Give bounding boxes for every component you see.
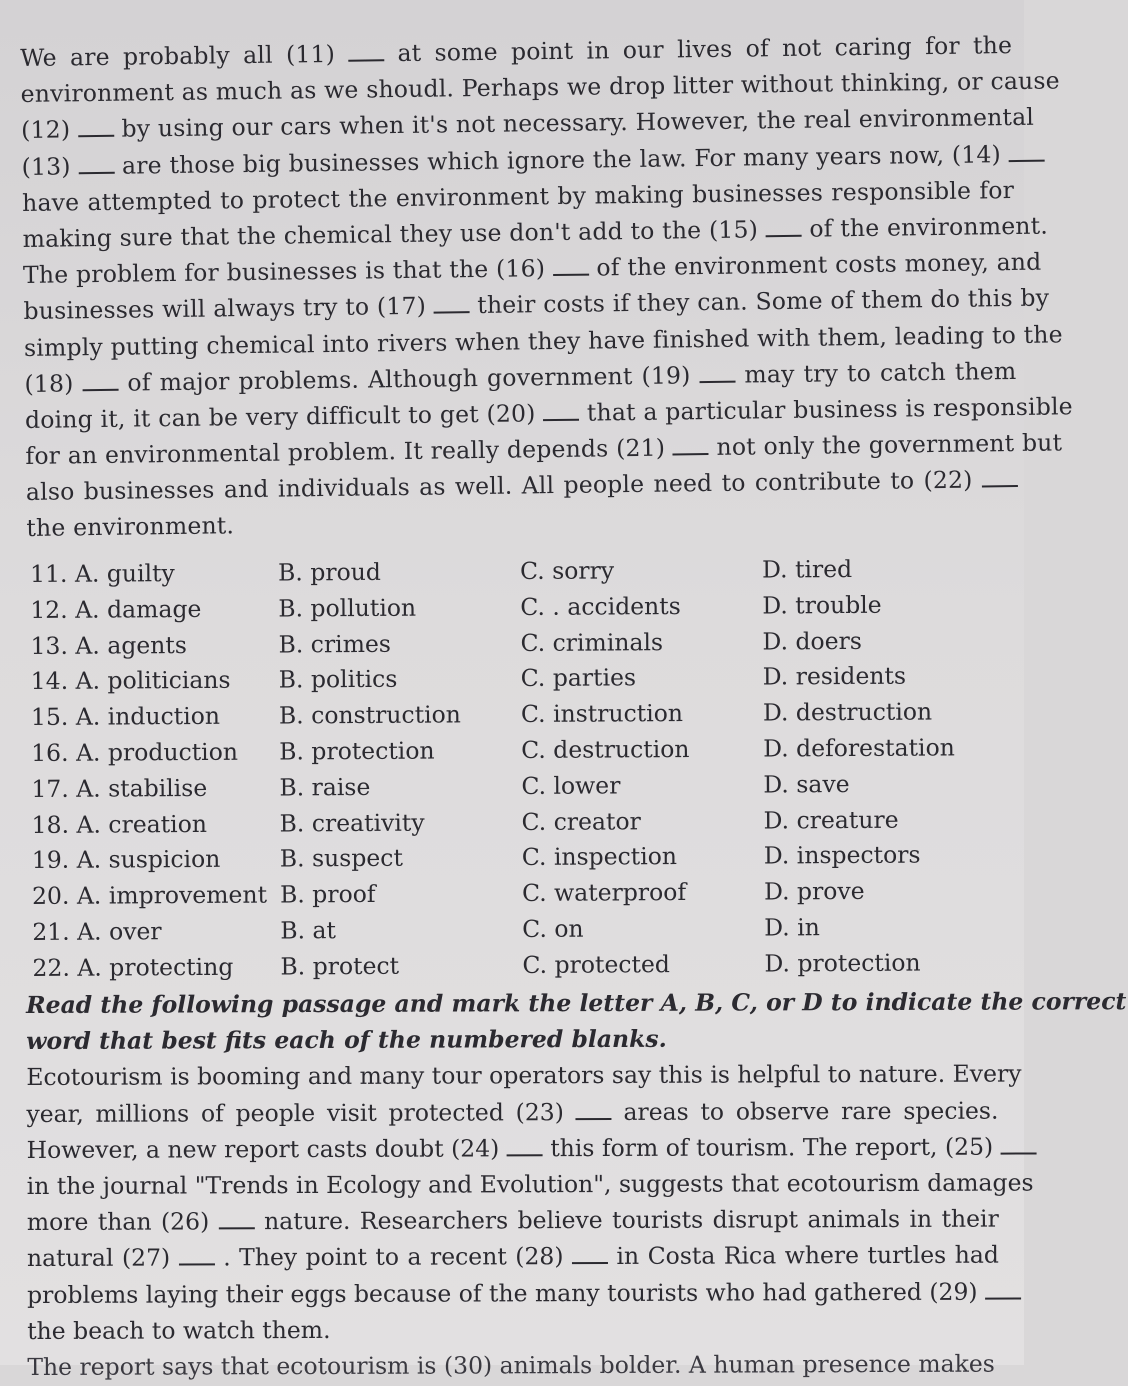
option-c: C. creator: [521, 806, 641, 836]
option-c: C. waterproof: [521, 878, 687, 908]
passage1-text: that a particular business is responsible: [586, 392, 1073, 427]
question-row: [30, 590, 990, 632]
passage1-text: simply putting chemical into rivers when they have finished with them, leading to the: [23, 319, 1063, 362]
option-d: D. creature: [763, 805, 899, 835]
answer-blank: [219, 1209, 255, 1229]
option-d: D. prove: [763, 877, 865, 906]
passage2-text: in the journal "Trends in Ecology and Evolution", suggests that ecotourism damages: [26, 1168, 1034, 1200]
instruction-line: Read the following passage and mark the letter A, B, C, or D to indicate the correct: [26, 987, 1127, 1019]
passage1-text: have attempted to protect the environment by making businesses responsible for: [21, 175, 1015, 217]
option-c: C. parties: [520, 663, 637, 693]
option-d: D. save: [763, 769, 850, 799]
passage2-text: year, millions of people visit protected (23): [26, 1097, 564, 1128]
passage2-line: [26, 1166, 1034, 1206]
option-a: 14. A. politicians: [30, 666, 231, 696]
option-b: B. politics: [278, 665, 398, 694]
option-a: 19. A. suspicion: [31, 845, 221, 875]
option-b: B. suspect: [279, 844, 403, 873]
option-b: B. proud: [277, 557, 381, 587]
answer-blank: [1001, 1134, 1037, 1154]
passage1-text: also businesses and individuals as well. All people need to contribute to (22): [25, 465, 973, 507]
passage1-text: of the environment.: [809, 211, 1049, 243]
passage1-text: (13): [21, 151, 71, 181]
option-c: C. criminals: [520, 627, 664, 657]
answer-blank: [348, 41, 384, 61]
passage-ecotourism: [26, 1057, 1034, 1350]
option-b: B. raise: [279, 772, 371, 802]
passage2-text: this form of tourism. The report, (25): [550, 1132, 994, 1162]
passage1-text: the environment.: [26, 511, 235, 543]
option-a: 16. A. production: [31, 737, 239, 767]
option-a: 18. A. creation: [31, 809, 208, 839]
question-row: [31, 697, 991, 739]
passage1-text: We are probably all (11): [20, 39, 336, 72]
passage2-line: [27, 1129, 999, 1169]
option-b: B. pollution: [278, 593, 417, 623]
passage-environment: [20, 27, 1073, 547]
instruction-line: word that best fits each of the numbered blanks.: [26, 1024, 667, 1056]
passage2-text: areas to observe rare species.: [623, 1096, 999, 1126]
question-row: [31, 733, 991, 775]
passage2-line: [26, 1093, 998, 1133]
passage1-text: businesses will always try to (17): [23, 292, 427, 326]
option-a: 11. A. guilty: [30, 559, 175, 588]
question-row: [31, 769, 991, 811]
option-c: C. protected: [522, 949, 670, 979]
option-c: C. sorry: [519, 556, 615, 586]
option-c: C. destruction: [521, 734, 690, 764]
passage2-text: natural (27): [26, 1243, 171, 1273]
passage1-text: The problem for businesses is that the (16): [22, 254, 546, 290]
option-d: D. residents: [762, 662, 907, 691]
option-d: D. tired: [761, 554, 853, 584]
answer-blank: [699, 362, 735, 382]
passage2-line: [27, 1274, 999, 1314]
passage1-text: (12): [20, 115, 71, 145]
option-a: 17. A. stabilise: [31, 773, 208, 803]
option-b: B. construction: [278, 700, 461, 730]
question-row: [32, 841, 992, 883]
passage1-text: of the environment costs money, and: [596, 247, 1042, 282]
option-b: B. proof: [279, 880, 376, 909]
passage1-text: environment as much as we shoudl. Perhaps we drop litter without thinking, or cause: [20, 66, 1060, 109]
answer-blank: [433, 293, 469, 313]
passage2-text: . They point to a recent (28): [223, 1242, 564, 1272]
option-c: C. lower: [521, 771, 621, 800]
instruction-text: [26, 985, 1127, 1061]
option-a: 20. A. improvement: [31, 880, 268, 911]
question-row: [32, 876, 992, 918]
passage2-line: [27, 1202, 999, 1242]
passage1-text: of major problems. Although government (19): [127, 360, 691, 397]
answer-blank: [766, 217, 802, 237]
answer-blank: [82, 370, 118, 390]
answer-blank: [553, 256, 589, 276]
option-a: 13. A. agents: [30, 630, 187, 660]
passage1-text: (18): [24, 369, 74, 398]
cut-off-line: The report says that ecotourism is (30) animals bolder. A human presence makes: [27, 1349, 995, 1381]
option-d: D. in: [764, 913, 820, 942]
option-c: C. inspection: [521, 842, 678, 872]
passage1-text: may try to catch them: [744, 356, 1017, 389]
passage2-text: nature. Researchers believe tourists disrupt animals in their: [264, 1204, 999, 1236]
passage2-line: [27, 1310, 999, 1350]
passage2-line: [26, 1057, 1022, 1097]
option-c: C. instruction: [520, 699, 684, 729]
passage1-text: making sure that the chemical they use don't add to the (15): [22, 215, 759, 253]
passage1-text: at some point in our lives of not caring for the: [397, 31, 1013, 68]
passage1-text: not only the government but: [716, 428, 1063, 461]
passage1-text: their costs if they can. Some of them do this by: [477, 283, 1050, 320]
passage2-text: more than (26): [26, 1207, 210, 1237]
second-exercise: [26, 985, 1127, 1386]
option-d: D. protection: [764, 948, 921, 978]
option-b: B. creativity: [279, 808, 425, 838]
option-a: 12. A. damage: [30, 594, 202, 624]
option-c: C. on: [522, 914, 584, 943]
passage1-text: doing it, it can be very difficult to get (20): [24, 399, 536, 434]
question-row: [31, 662, 991, 704]
passage2-text: Ecotourism is booming and many tour operators say this is helpful to nature. Every: [26, 1059, 1022, 1092]
option-b: B. protect: [280, 951, 400, 981]
answer-blank: [576, 1100, 612, 1120]
option-a: 21. A. over: [32, 917, 162, 946]
option-a: 15. A. induction: [30, 702, 221, 732]
answer-blank: [1008, 141, 1044, 161]
passage2-text: However, a new report casts doubt (24): [26, 1134, 500, 1164]
answer-blank: [572, 1244, 608, 1264]
answer-options-table: [30, 554, 993, 989]
question-row: [32, 805, 992, 847]
passage2-line: [27, 1238, 999, 1278]
passage2-text: in Costa Rica where turtles had: [616, 1240, 999, 1271]
answer-blank: [507, 1136, 543, 1156]
answer-blank: [179, 1246, 215, 1266]
answer-blank: [673, 435, 709, 455]
option-c: C. . accidents: [520, 591, 681, 621]
option-a: 22. A. protecting: [32, 952, 234, 982]
option-b: B. at: [280, 916, 337, 945]
answer-blank: [985, 1279, 1021, 1299]
option-d: D. doers: [762, 626, 862, 656]
answer-blank: [982, 467, 1018, 487]
answer-blank: [543, 401, 579, 421]
passage1-text: for an environmental problem. It really depends (21): [25, 433, 666, 471]
passage1-text: by using our cars when it's not necessary. However, the real environmental: [121, 103, 1035, 144]
passage1-text: are those big businesses which ignore the law. For many years now, (14): [121, 139, 1002, 180]
option-b: B. crimes: [278, 629, 391, 659]
passage2-text: the beach to watch them.: [27, 1315, 331, 1345]
passage2-text: problems laying their eggs because of the many tourists who had gathered (29): [27, 1277, 978, 1309]
question-row: [32, 948, 992, 990]
question-row: [32, 912, 992, 954]
question-row: [30, 626, 990, 668]
question-row: [30, 554, 990, 596]
option-b: B. protection: [279, 736, 435, 766]
option-d: D. trouble: [762, 590, 882, 620]
answer-blank: [78, 117, 114, 137]
answer-blank: [78, 153, 114, 173]
option-d: D. destruction: [762, 697, 933, 727]
option-d: D. inspectors: [763, 840, 921, 870]
option-d: D. deforestation: [763, 733, 955, 763]
